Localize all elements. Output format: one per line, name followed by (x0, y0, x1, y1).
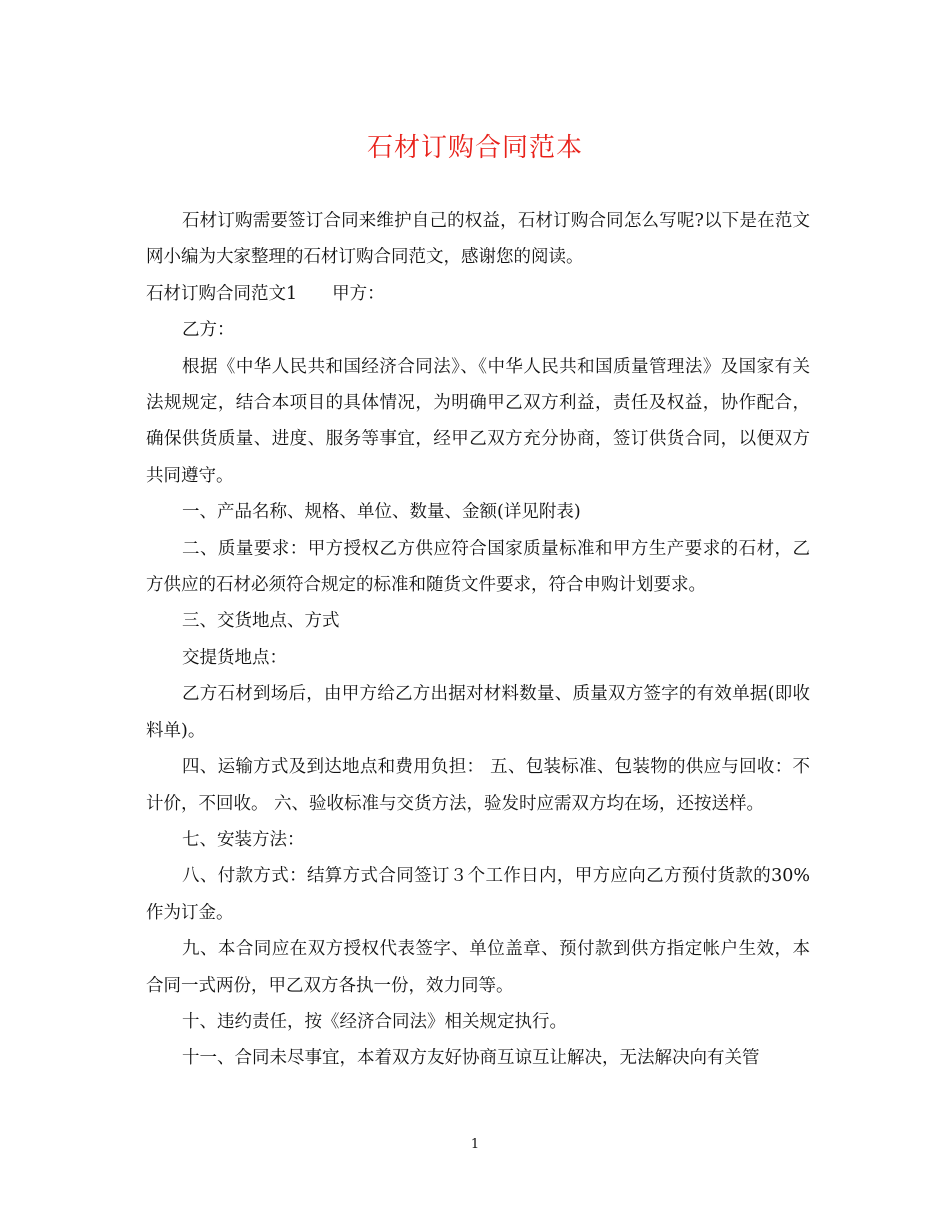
clause-11: 十一、合同未尽事宜，本着双方友好协商互谅互让解决，无法解决向有关管 (182, 1048, 760, 1069)
contract-heading-line: 石材订购合同范文1 甲方： (146, 283, 385, 304)
clause-7: 七、安装方法： (182, 829, 305, 850)
clause-1: 一、产品名称、规格、单位、数量、金额(详见附表) (182, 502, 581, 523)
intro-paragraph: 石材订购需要签订合同来维护自己的权益，石材订购合同怎么写呢?以下是在范文网小编为大家整理的石材订购合同范文，感谢您的阅读。 (146, 211, 810, 268)
delivery-location-line: 交提货地点： (182, 647, 287, 668)
document-body (146, 203, 810, 1077)
page-title: 石材订购合同范本 (366, 133, 583, 163)
clause-10: 十、违约责任，按《经济合同法》相关规定执行。 (182, 1011, 567, 1032)
clauses-4-to-6: 四、运输方式及到达地点和费用负担： 五、包装标准、包装物的供应与回收：不计价，不回收。 六、验收标准与交货方法，验发时应需双方均在场，还按送样。 (146, 757, 810, 814)
page-number: 1 (470, 1137, 480, 1152)
clause-3: 三、交货地点、方式 (182, 611, 340, 632)
clause-9: 九、本合同应在双方授权代表签字、单位盖章、预付款到供方指定帐户生效，本合同一式两份，甲乙双方各执一份，效力同等。 (146, 939, 810, 996)
clause-2: 二、质量要求：甲方授权乙方供应符合国家质量标准和甲方生产要求的石材，乙方供应的石材必须符合规定的标准和随货文件要求，符合申购计划要求。 (146, 538, 810, 596)
party-b-line: 乙方： (182, 320, 235, 341)
delivery-receipt-paragraph: 乙方石材到场后，由甲方给乙方出据对材料数量、质量双方签字的有效单据(即收料单)。 (146, 684, 810, 741)
clause-8: 八、付款方式：结算方式合同签订３个工作日内，甲方应向乙方预付货款的30%作为订金。 (146, 866, 810, 923)
preamble-paragraph: 根据《中华人民共和国经济合同法》、《中华人民共和国质量管理法》及国家有关法规规定，结合本项目的具体情况，为明确甲乙双方利益，责任及权益，协作配合，确保供货质量、进度、服务等事宜，经甲乙双方充分协商，签订供货合同，以便双方共同遵守。 (146, 356, 810, 486)
